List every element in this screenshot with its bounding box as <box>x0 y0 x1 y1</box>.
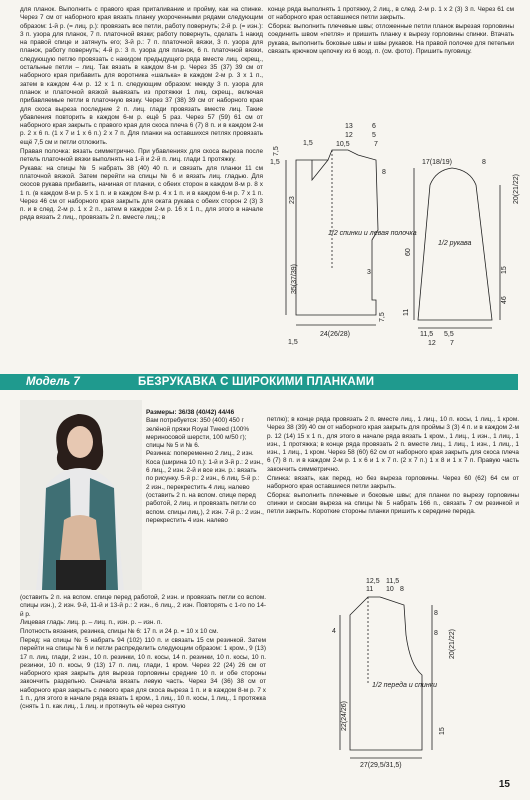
paragraph-assembly: Сборка: выполнить плечевые швы; отложенные петли планок вырезая горловины соединить швом «петля» и пришить планку к вырезу горловины спинки. Втачать рукава, выполнить боковые швы и швы рукавов. На правой полочке для петельки связать крючком цепочку из 6 возд. п. (см. фото). Пришить пуговицу. <box>268 23 514 55</box>
dim-label: 23 <box>289 196 296 204</box>
paragraph: для планок. Выполнить с правого края приталивание и пройму, как на спинке. Через 7 см от наборного края вязать планку укороченными рядами следующим образом: 1-й р. (= лиц. р.): провязать все петли, работу повернуть; 2-й р. (= изн.): 3 п. узора для планок, 7 п. платочной вязки; работу повернуть, сделать 1 накид на правой спице и затянуть его; 3-й р.: 7 п. платочной вязки, 3 п. узора для планок, работу повернуть; 4-й р.: 3 п. узора для планок, 6 п. платочной вязки, следующую петлю провязать с накидом предыдущего ряда вместе лиц. скрещ., остальные петли – лиц. Так вязать в каждом 8-м р. Через 35 (37) 39 см от наборного края прибавить для воротника «шалька» в каждом 2-м р. 3 х 1 п., затем в каждом 4-м р. 12 х 1 п. следующим образом: между 3 п. узора для планок и платочной вязкой вывязать из протяжки 1 лиц. скрещ., включая прибавляемые петли в платочную вязку. Через 37 (38) 39 см от наборного края для скоса выреза последние 2 п. лиц. глади провязать вместе лиц. Такие убавления повторить в каждом 6-м р. ещё 5 раз. Через 57 (59) 61 см от наборного края закрыть с правого края для скоса плеча 6 (7) 8 п. и в каждом 2-м р. 2 х 6 п. (1 х 7 и 1 х 6 п.) 2 х 7 п. Для планки на оставшихся петлях провязать ещё 7,5 см и петли отложить. <box>20 6 263 146</box>
bottom-right-text-column <box>267 416 519 517</box>
bottom-left-text-column <box>20 594 266 712</box>
dim-label: 17(18/19) <box>422 159 452 166</box>
paragraph-assembly: Сборка: выполнить плечевые и боковые швы; для планки по вырезу горловины спинки и скосам выреза на спицы № 5 набрать 166 п., связать 7 см резинкой и петли закрыть. Короткие стороны планки пришить к середине переда. <box>267 491 519 516</box>
dim-label: 15 <box>439 727 446 735</box>
dim-label: 20(21/22) <box>513 174 520 204</box>
page-number: 15 <box>498 779 510 790</box>
dim-label: 8 <box>434 610 438 617</box>
paragraph-back: Спинка: вязать, как перед, но без выреза горловины. Через 60 (62) 64 см от наборного края оставшиеся петли закрыть. <box>267 474 519 490</box>
dim-label: 7,5 <box>379 312 386 322</box>
paragraph: (оставить 2 п. на вспом. спице перед работой, 2 изн. и провязать петли со вспом. спицы изн.), 2 изн. 9-й, 11-й и 13-й р.: 2 изн., 6 лиц., 2 изн. Повторять с 1-го по 14-й р. <box>20 594 266 618</box>
dim-label: 11,5 <box>386 578 400 585</box>
dim-label: 27(29,5/31,5) <box>360 762 402 769</box>
dim-label: 12 <box>345 132 353 139</box>
dim-label: 3 <box>367 269 371 276</box>
hands-shape <box>60 515 100 565</box>
paragraph-gauge: Плотность вязания, резинка, спицы № 6: 17 п. и 24 р. = 10 х 10 см. <box>20 628 219 636</box>
dim-label: 35(37/39) <box>291 264 298 294</box>
dim-label: 11 <box>403 308 410 316</box>
dim-label: 13 <box>345 123 353 130</box>
dim-label: 60 <box>405 248 412 256</box>
dim-label: 5 <box>372 132 376 139</box>
paragraph-stockinette: Лицевая гладь: лиц. р. – лиц. п., изн. р. – изн. п. <box>20 619 163 627</box>
dim-label: 46 <box>501 296 508 304</box>
rib-stitch: Резинка: попеременно 2 лиц., 2 изн. <box>146 450 254 458</box>
dim-label: 10 <box>386 586 394 593</box>
model-number: Модель 7 <box>26 376 80 388</box>
paragraph-right-front: Правая полочка: вязать симметрично. При убавлениях для скоса выреза после петель платочной вязки выполнять на 1-й и 2-й п. лиц. глади 1 протяжку. <box>20 147 263 163</box>
piece-label-text: 1/2 спинки и левая полочка <box>328 230 417 237</box>
paragraph: конце ряда выполнять 1 протяжку, 2 лиц., в след. 2-м р. 1 х 2 (3) 3 п. Через 61 см от наборного края оставшиеся петли закрыть. <box>268 6 514 22</box>
dim-label: 4 <box>332 628 336 635</box>
dim-label: 8 <box>482 159 486 166</box>
materials: Вам потребуется: 350 (400) 450 г зелёной пряжи Royal Tweed (100% мериносовой шерсти, 100 м/50 г); спицы № 5 и № 6. <box>146 417 250 450</box>
dim-label: 5,5 <box>444 331 454 338</box>
dim-label: 1,5 <box>270 159 280 166</box>
diagram-front-back-svg <box>310 575 460 770</box>
dim-label: 6 <box>372 123 376 130</box>
pattern-info <box>146 409 264 525</box>
diagram-sleeve <box>400 150 518 350</box>
photo-illustration <box>20 400 142 590</box>
model-banner <box>0 371 530 392</box>
dim-label: 7 <box>374 141 378 148</box>
diagram-sleeve-svg <box>400 150 518 350</box>
model-title: БЕЗРУКАВКА С ШИРОКИМИ ПЛАНКАМИ <box>138 376 375 388</box>
sizes: Размеры: 36/38 (40/42) 44/46 <box>146 409 235 416</box>
dim-label: 11 <box>366 586 374 593</box>
top-right-text-column <box>268 6 514 57</box>
dim-label: 7,5 <box>273 146 280 156</box>
face-shape <box>67 426 93 458</box>
cable-stitch: Коса (ширина 10 п.): 1-й и 3-й р.: 2 изн., 6 лиц., 2 изн. 2-й и все изн. р.: вязать по рисунку. 5-й р.: 2 изн., 6 лиц. 5-й р.: 2 изн., перекрестить 4 лиц. налево (оставить 2 п. на вспом. спице перед работой, 2 лиц. и провязать петли со вспом. спицы лиц.), 2 изн. 7-й р.: 2 изн., перекрестить 4 изн. налево <box>146 458 264 524</box>
top-left-text-column <box>20 6 263 223</box>
paragraph: петлю); в конце ряда провязать 2 п. вместе лиц., 1 лиц., 10 п. косы, 1 лиц., 1 кром. Через 38 (39) 40 см от наборного края закрыть для проймы 3 (3) 4 п. и в каждом 2-м р. 12 (14) 15 х 1 п., для этого в начале ряда вязать 1 кром., 1 лиц., 1 изн., 1 лиц., 1 изн., 1 протяжка; в конце ряда провязать 2 п. вместе лиц., 1 лиц., 1 изн., 1 лиц., 1 изн., 1 лиц., 1 кром. Через 58 (60) 62 см от наборного края закрыть для скоса плеча 6 (7) 8 п. и в каждом 2-м р. 1 х 6 и 1 х 7 п. (2 х 7 п.) 1 х 8 и 1 х 7 п. Правую часть закончить симметрично. <box>267 416 519 473</box>
model-photo <box>20 400 142 590</box>
dim-label: 8 <box>382 169 386 176</box>
piece-label: 1/2 рукава <box>438 240 472 247</box>
paragraph-front: Перед: на спицы № 5 набрать 94 (102) 110 п. и связать 15 см резинкой. Затем перейти на спицы № 6 и петли распределить следующим образом: 1 кром., 9 (13) 17 п. лиц. глади, 2 изн., 10 п. резинки, 10 п. косы, 14 п. резинки, 10 п. косы, 10 п. резинки, 10 п. косы, 9 (13) 17 п. лиц. глади, 1 кром. Через 22 (24) 26 см от наборного края закрыть для выреза горловины средние 10 п. и обе стороны закончить раздельно. Сначала вязать левую часть. Через 34 (36) 38 см от наборного края закрыть с левого края для скоса выреза 1 п. и в каждом 8-м р. 7 х 1 п., для этого в начале ряда вязать 1 кром., 1 лиц., 10 п. косы, 1 лиц., 1 протяжка (снять 1 п. как лиц., 1 лиц. и протянуть её через снятую <box>20 636 266 711</box>
dim-label: 8 <box>400 586 404 593</box>
dim-label: 20(21/22) <box>449 629 456 659</box>
dim-label: 15 <box>501 266 508 274</box>
dim-label: 10,5 <box>336 141 350 148</box>
dim-label: 1,5 <box>303 140 313 147</box>
dim-label: 12,5 <box>366 578 380 585</box>
dim-label: 7 <box>450 340 454 347</box>
paragraph-sleeves: Рукава: на спицы № 5 набрать 38 (40) 40 п. и связать для планки 11 см платочной вязкой. Затем перейти на спицы № 6 и вязать лиц. гладью. Для скосов рукава прибавить, начиная от планки, с обеих сторон в каждом 8-м р. 8 х 1 п. (в каждом 8-м р. 5 х 1 п. и в каждом 8-м р. 4 х 1 п. и в каждом 6-м р. 7 х 1 п. Через 46 см от наборного края закрыть для оката рукава с обеих сторон 2 (3) 3 п. и в след. 2-м р. 1 х 2 п., затем в каждом 2-м р. 16 х 1 п., для этого в начале ряда вязать 2 лиц., провязать 2 п. вместе лиц.; в <box>20 164 263 222</box>
dim-label: 24(26/28) <box>320 331 350 338</box>
trousers-shape <box>56 560 106 590</box>
dim-label: 1,5 <box>288 339 298 346</box>
dim-label: 22(24/26) <box>341 701 348 731</box>
piece-label: 1/2 переда и спинки <box>372 682 437 689</box>
diagram-front-back <box>310 575 460 770</box>
dim-label: 12 <box>428 340 436 347</box>
dim-label: 11,5 <box>420 331 434 338</box>
dim-label: 8 <box>434 630 438 637</box>
